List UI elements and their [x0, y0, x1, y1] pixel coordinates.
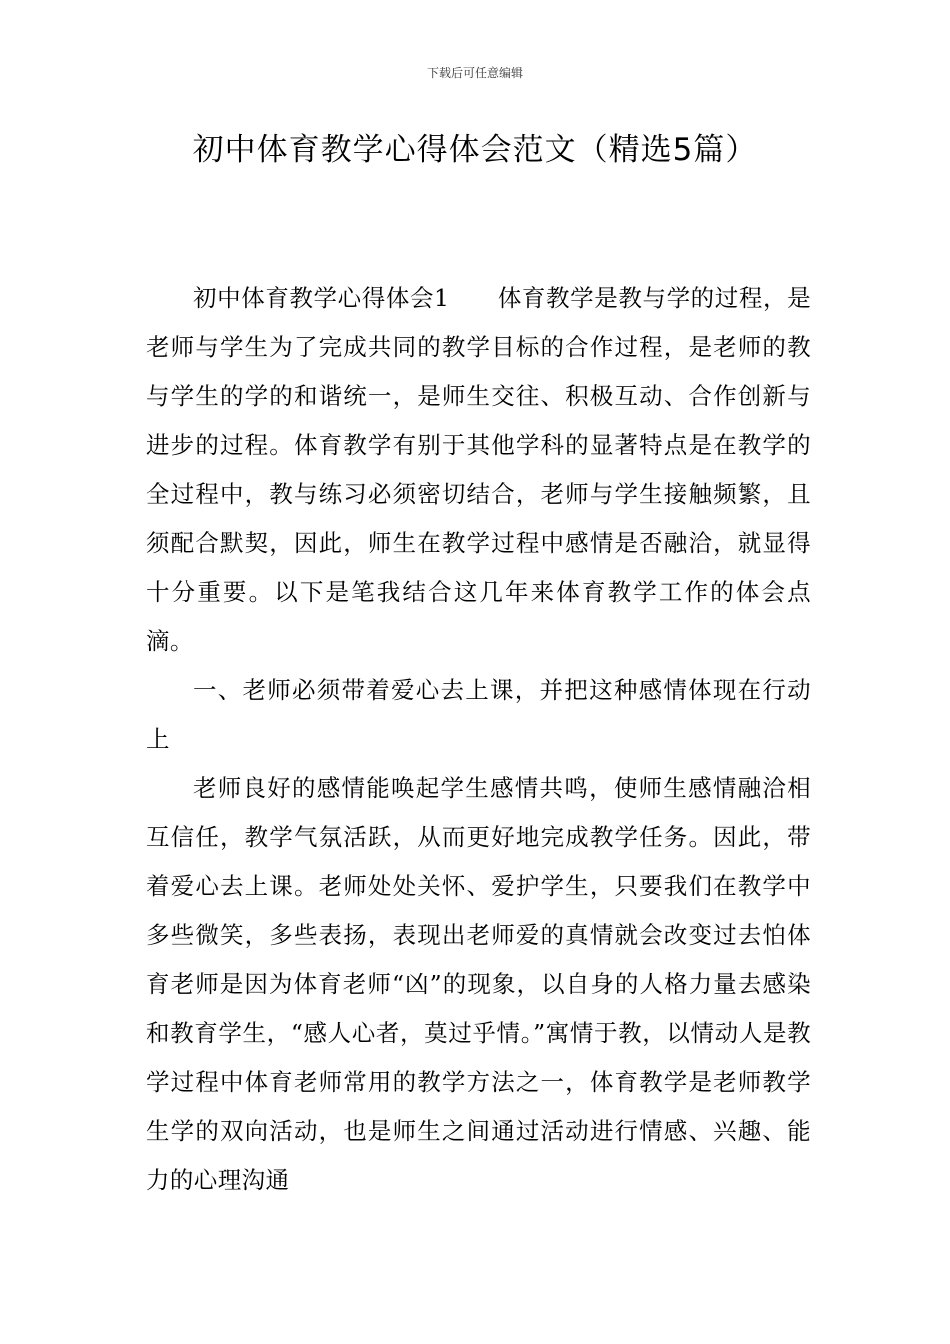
header-note: 下载后可任意编辑	[426, 66, 523, 80]
document-title: 初中体育教学心得体会范文（精选5篇）	[192, 132, 758, 168]
paragraph-section-heading: 一、老师必须带着爱心去上课，并把这种感情体现在行动上	[146, 676, 811, 753]
document-body	[146, 274, 811, 1205]
paragraph-body: 老师良好的感情能唤起学生感情共鸣，使师生感情融洽相互信任，教学气氛活跃，从而更好地完成教学任务。因此，带着爱心去上课。老师处处关怀、爱护学生，只要我们在教学中多些微笑，多些表扬，表现出老师爱的真情就会改变过去怕体育老师是因为体育老师“凶”的现象，以自身的人格力量去感染和教育学生，“感人心者，莫过乎情。”寓情于教，以情动人是教学过程中体育老师常用的教学方法之一，体育教学是老师教学生学的双向活动，也是师生之间通过活动进行情感、兴趣、能力的心理沟通	[146, 774, 811, 1194]
paragraph-intro: 初中体育教学心得体会1 体育教学是教与学的过程，是老师与学生为了完成共同的教学目标的合作过程，是老师的教与学生的学的和谐统一，是师生交往、积极互动、合作创新与进步的过程。体育教学有别于其他学科的显著特点是在教学的全过程中，教与练习必须密切结合，老师与学生接触频繁，且须配合默契，因此，师生在教学过程中感情是否融洽，就显得十分重要。以下是笔我结合这几年来体育教学工作的体会点滴。	[146, 284, 811, 655]
